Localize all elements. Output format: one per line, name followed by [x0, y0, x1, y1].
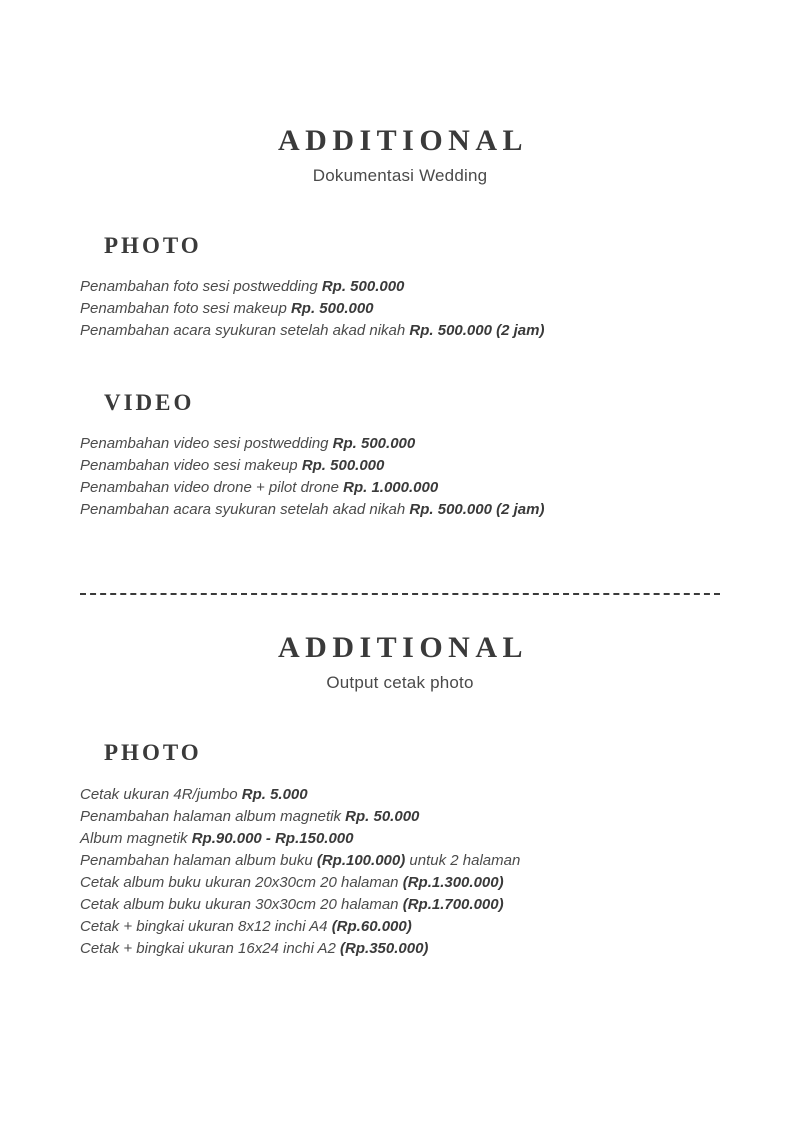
page-subtitle-2: Output cetak photo — [326, 673, 474, 692]
list-item — [80, 276, 800, 298]
item-list-photo-2 — [80, 784, 800, 960]
item-list-photo-1 — [80, 276, 800, 342]
item-price: Rp. 500.000 — [301, 457, 385, 474]
item-price: (Rp.100.000) — [316, 852, 406, 869]
item-desc: Album magnetik — [80, 830, 192, 847]
item-desc: Penambahan foto sesi postwedding — [80, 278, 322, 295]
item-price: Rp. 500.000 — [290, 300, 374, 317]
item-suffix: untuk 2 halaman — [405, 852, 521, 869]
list-item — [80, 320, 800, 342]
item-price: Rp. 500.000 (2 jam) — [409, 501, 545, 518]
item-desc: Penambahan video drone + pilot drone — [80, 479, 344, 496]
item-desc: Cetak ukuran 4R/jumbo — [80, 786, 242, 803]
item-price: (Rp.350.000) — [340, 940, 429, 957]
item-desc: Cetak album buku ukuran 20x30cm 20 halaman — [80, 874, 403, 891]
item-price: Rp. 1.000.000 — [343, 479, 439, 496]
list-item — [80, 784, 800, 806]
item-price: Rp.90.000 - Rp.150.000 — [191, 830, 354, 847]
list-item — [80, 433, 800, 455]
list-item — [80, 894, 800, 916]
item-desc: Penambahan video sesi makeup — [80, 457, 302, 474]
item-price: Rp. 5.000 — [241, 786, 308, 803]
item-desc: Penambahan video sesi postwedding — [80, 435, 333, 452]
group-heading-photo-1: PHOTO — [104, 233, 202, 258]
item-desc: Cetak + bingkai ukuran 16x24 inchi A2 — [80, 940, 341, 957]
item-desc: Penambahan halaman album magnetik — [80, 808, 346, 825]
list-item — [80, 455, 800, 477]
page-title-2: ADDITIONAL — [277, 631, 529, 664]
group-heading-video-1: VIDEO — [104, 390, 195, 415]
item-desc: Penambahan halaman album buku — [80, 852, 317, 869]
item-price: (Rp.1.700.000) — [402, 896, 504, 913]
list-item — [80, 916, 800, 938]
item-desc: Penambahan acara syukuran setelah akad nikah — [80, 322, 410, 339]
list-item — [80, 806, 800, 828]
list-item — [80, 477, 800, 499]
group-video-1 — [0, 390, 800, 521]
list-item — [80, 828, 800, 850]
section-dokumentasi-wedding — [0, 0, 800, 521]
item-price: (Rp.1.300.000) — [402, 874, 504, 891]
group-photo-1 — [0, 233, 800, 342]
group-photo-2 — [0, 740, 800, 960]
page-subtitle-1: Dokumentasi Wedding — [312, 166, 488, 185]
item-price: Rp. 500.000 — [321, 278, 405, 295]
list-item — [80, 850, 800, 872]
item-price: Rp. 500.000 (2 jam) — [409, 322, 545, 339]
item-desc: Cetak album buku ukuran 30x30cm 20 halaman — [80, 896, 403, 913]
list-item — [80, 298, 800, 320]
item-price: (Rp.60.000) — [331, 918, 412, 935]
item-list-video-1 — [80, 433, 800, 521]
item-price: Rp. 50.000 — [345, 808, 420, 825]
page-title-1: ADDITIONAL — [277, 124, 529, 157]
list-item — [80, 499, 800, 521]
item-desc: Penambahan acara syukuran setelah akad nikah — [80, 501, 410, 518]
item-desc: Penambahan foto sesi makeup — [80, 300, 291, 317]
item-desc: Cetak + bingkai ukuran 8x12 inchi A4 — [80, 918, 332, 935]
section-output-cetak-photo — [0, 595, 800, 960]
item-price: Rp. 500.000 — [332, 435, 416, 452]
list-item — [80, 938, 800, 960]
group-heading-photo-2: PHOTO — [104, 740, 202, 765]
list-item — [80, 872, 800, 894]
